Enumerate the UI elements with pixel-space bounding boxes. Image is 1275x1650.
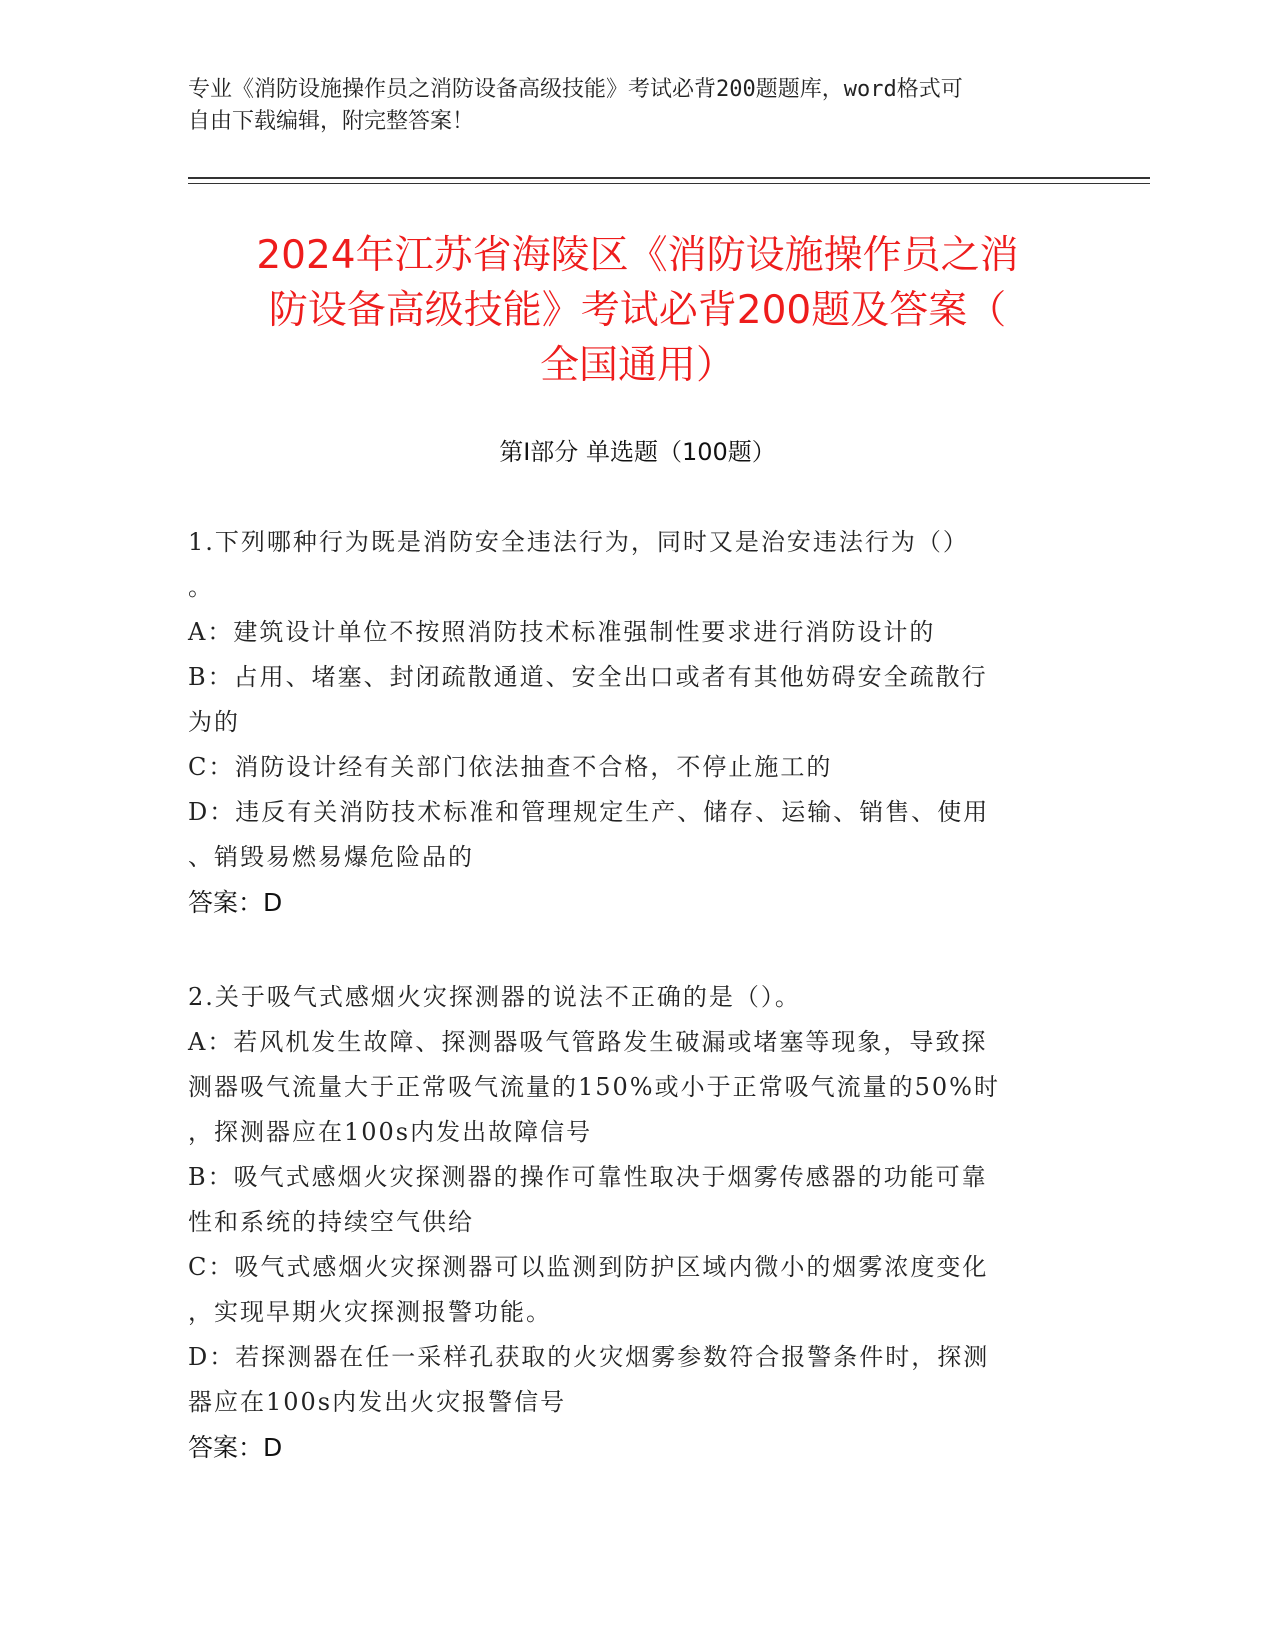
question-1-option-a: A：建筑设计单位不按照消防技术标准强制性要求进行消防设计的 — [188, 618, 936, 646]
section-heading: 第Ⅰ部分 单选题（100题） — [499, 438, 776, 466]
header-divider-thin — [188, 183, 1150, 184]
question-2-option-b-line-1: B：吸气式感烟火灾探测器的操作可靠性取决于烟雾传感器的功能可靠 — [188, 1163, 988, 1191]
question-2-option-a-line-2: 测器吸气流量大于正常吸气流量的150%或小于正常吸气流量的50%时 — [188, 1073, 1000, 1101]
header-note-line-2: 自由下载编辑，附完整答案！ — [188, 109, 475, 134]
question-2-option-c-line-2: ，实现早期火灾探测报警功能。 — [188, 1298, 552, 1326]
document-title-line-1: 2024年江苏省海陵区《消防设施操作员之消 — [256, 233, 1019, 278]
question-2 — [188, 975, 1068, 1470]
question-1-option-d-line-2: 、销毁易燃易爆危险品的 — [188, 843, 474, 871]
question-1 — [188, 520, 1068, 925]
question-2-option-a-line-3: ，探测器应在100s内发出故障信号 — [188, 1118, 593, 1146]
question-2-option-c-line-1: C：吸气式感烟火灾探测器可以监测到防护区域内微小的烟雾浓度变化 — [188, 1253, 989, 1281]
question-1-option-b-line-1: B：占用、堵塞、封闭疏散通道、安全出口或者有其他妨碍安全疏散行 — [188, 663, 988, 691]
question-1-option-c: C：消防设计经有关部门依法抽查不合格，不停止施工的 — [188, 753, 833, 781]
question-1-answer: 答案：D — [188, 888, 283, 917]
question-2-option-d-line-2: 器应在100s内发出火灾报警信号 — [188, 1388, 567, 1416]
question-1-stem-line-2: 。 — [188, 573, 214, 601]
document-title-line-3: 全国通用） — [539, 343, 735, 388]
header-divider-thick — [188, 177, 1150, 179]
question-1-stem-line-1: 1.下列哪种行为既是消防安全违法行为，同时又是治安违法行为（） — [188, 528, 969, 556]
question-2-option-b-line-2: 性和系统的持续空气供给 — [188, 1208, 474, 1236]
question-1-option-d-line-1: D：违反有关消防技术标准和管理规定生产、储存、运输、销售、使用 — [188, 798, 990, 826]
question-1-option-b-line-2: 为的 — [188, 708, 240, 736]
question-2-option-d-line-1: D：若探测器在任一采样孔获取的火灾烟雾参数符合报警条件时，探测 — [188, 1343, 990, 1371]
document-title-line-2: 防设备高级技能》考试必背200题及答案（ — [268, 288, 1007, 333]
header-note-line-1: 专业《消防设施操作员之消防设备高级技能》考试必背200题题库，word格式可 — [188, 77, 963, 102]
header-note — [188, 74, 1068, 138]
question-2-option-a-line-1: A：若风机发生故障、探测器吸气管路发生破漏或堵塞等现象，导致探 — [188, 1028, 988, 1056]
question-2-answer: 答案：D — [188, 1433, 283, 1462]
question-2-stem: 2.关于吸气式感烟火灾探测器的说法不正确的是（）。 — [188, 983, 801, 1011]
document-title — [180, 228, 1095, 393]
